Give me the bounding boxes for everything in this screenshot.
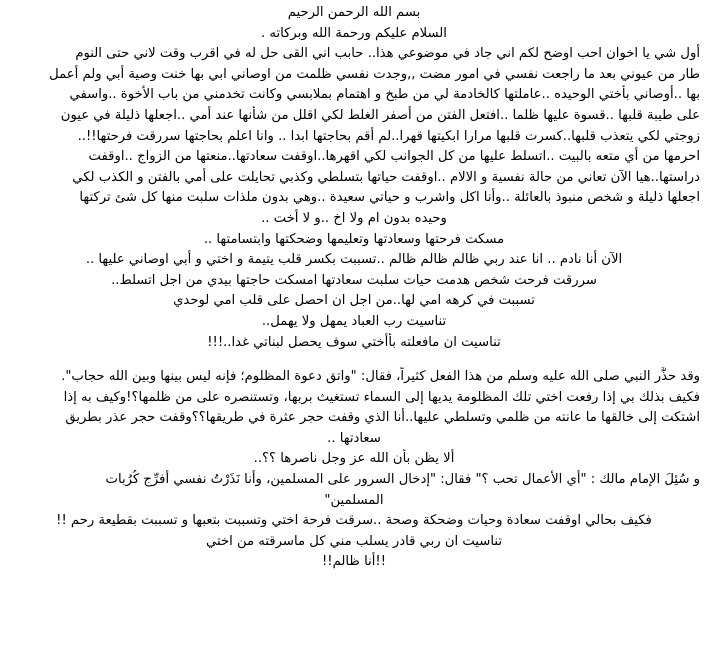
forum-post-body: [8, 3, 700, 573]
text-line: مسكت فرحتها وسعادتها وتعليمها وضحكتها وابتسامتها ..: [203, 231, 505, 247]
text-line: المسلمين": [324, 492, 384, 508]
text-line: فكيف بذلك بي إذا رفعت اختي تلك المظلومة يديها إلى السماء تستغيث بربها، وتستنصره على من ظلمها؟!وكيف به إذا: [63, 389, 700, 405]
text-line: سعادتها ..: [327, 430, 381, 446]
text-line: وقد حذَّر النبي صلى الله عليه وسلم من هذا الفعل كثيراً، فقال: "واتق دعوة المظلوم؛ فإنه ليس بينها وبين الله حجاب".: [61, 369, 700, 385]
closing-line: !!أنا ظالم!!: [322, 554, 386, 570]
confession-paragraph: [8, 44, 700, 229]
text-line: بها ..أوصاني بأختي الوحيده ..عاملتها كالخادمة لي من طبخ و اهتمام بملابسي وكانت تخدمني من باب الأخوة ..واسفي: [69, 87, 700, 103]
salutation-line: السلام عليكم ورحمة الله وبركاته .: [261, 25, 447, 41]
text-line: على طيبة قلبها ..قسوة عليها ظلما ..افتعل الفتن من أصفر الغلط لكي اقلل من شأنها عند أمي ..اجعلها ذليلة في عيون: [60, 107, 700, 123]
regret-paragraph: [8, 230, 700, 354]
basmala-line: بسم الله الرحمن الرحيم: [287, 5, 421, 20]
text-line: اشتكت إلى خالقها ما عانته من ظلمي وتسلطي عليها..أنا الذي وقفت حجر عثرة في طريقها؟؟وقفت حجر عذر بطريق: [65, 410, 700, 426]
text-line: تناسيت ان ربي قادر يسلب مني كل ماسرقته من اختي: [205, 533, 503, 549]
text-line: اجعلها ذليلة و شخص منبوذ بالعائلة ..وأنا اكل واشرب و حياتي سعيدة ..وهي بدون ملذات سلبت منها كل شئ تركتها: [79, 190, 700, 206]
text-line: دراستها..هيا الآن تعاني من حالة نفسية و الالام ..اوقفت حياتها بتسلطي وكذبي تحايلت على أمي بالفتن و الكذب لكي: [72, 169, 700, 185]
text-line: سررقت فرحت شخص هدمت حيات سلبت سعادتها امسكت حاجتها بيدي من اجل اتسلط..: [111, 272, 597, 288]
text-line: أول شي يا اخوان احب اوضح لكم اني جاد في موضوعي هذا.. حابب اني القى حل له في اقرب وقت لاني حتى النوم: [75, 46, 700, 62]
text-line: الآن أنا نادم .. انا عند ربي ظالم ظالم ظالم ..تسببت بكسر قلب يتيمة و اختي و أبي اوصاني عليها ..: [85, 252, 623, 268]
text-line: تناسيت ان مافعلته بأأختي سوف يحصل لبناتي غدا..!!!: [207, 334, 501, 350]
text-line: و سُئِلَ الإمام مالك : "أي الأعمال تحب ؟" فقال: "إدخال السرور على المسلمين، وأنا نَذَرْتُ نفسي أُفرِّج كُرُبات: [105, 472, 700, 488]
text-line: طار من عيوني بعد ما راجعت نفسي في امور مضت ,,وجدت نفسي ظلمت من اوصاني ابي بها خنت وصية أبي ولم أعمل: [49, 66, 700, 82]
text-line: تناسيت رب العباد يمهل ولا يهمل..: [261, 313, 447, 329]
text-line: احرمها من أي متعه بالبيت ..اتسلط عليها من كل الجوانب لكي اقهرها..اوقفت سعادتها..منعتها من الزواج ..اوقفت: [88, 149, 700, 165]
paragraph-spacer: [8, 353, 700, 367]
text-line: ألا يظن بأن الله عز وجل ناصرها ؟؟..: [253, 451, 455, 467]
hadith-paragraph: [8, 367, 700, 573]
text-line: فكيف بحالي اوقفت سعادة وحيات وضحكة وصحة ..سرقت فرحة اختي وتسببت بتعبها و تسببت بقطيعة رحم !!: [56, 513, 652, 529]
text-line: وحيده بدون ام ولا اخ ..و لا أخت ..: [261, 210, 447, 226]
text-line: تسببت في كرهه امي لها..من اجل ان احصل على قلب امي لوحدي: [173, 293, 535, 309]
text-line: زوجتي لكي يتعذب قلبها..كسرت قلبها مرارا ابكيتها قهرا..لم أقم بحاجتها ابدا .. وانا اعلم بحاجتها سررقت فرحتها!!..: [77, 128, 700, 144]
